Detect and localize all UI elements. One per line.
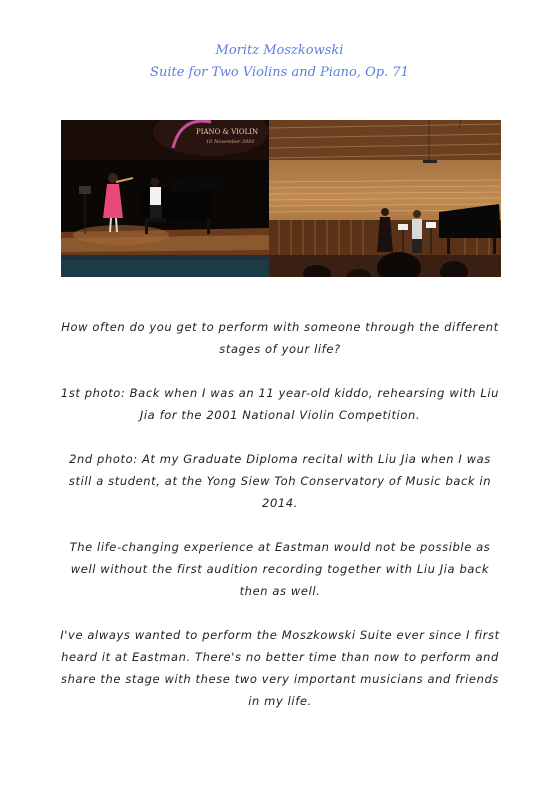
- piece-title: Suite for Two Violins and Piano, Op. 71: [150, 65, 409, 80]
- photo-competition: [61, 120, 269, 277]
- body-text: [60, 316, 500, 712]
- photo-strip: [61, 120, 501, 277]
- paragraph-intro: How often do you get to perform with someone through the different stages of your life?: [61, 320, 499, 356]
- paragraph-photo2: 2nd photo: At my Graduate Diploma recital with Liu Jia when I was still a student, at the Yong Siew Toh Conservatory of Music back in 2014.: [68, 452, 492, 510]
- photo-recital: [269, 120, 501, 277]
- paragraph-suite: I've always wanted to perform the Moszkowski Suite ever since I first heard it at Eastman. There's no better time than now to perform and share the stage with these two very important musicians and friends in my life.: [60, 628, 500, 708]
- banner-date: 10 November 2001: [206, 139, 255, 145]
- paragraph-eastman: The life-changing experience at Eastman would not be possible as well without the first audition recording together with Liu Jia back then as well.: [69, 540, 491, 598]
- paragraph-photo1: 1st photo: Back when I was an 11 year-old kiddo, rehearsing with Liu Jia for the 2001 National Violin Competition.: [60, 386, 500, 422]
- composer-name: Moritz Moszkowski: [215, 43, 344, 58]
- banner-text: PIANO & VIOLIN: [196, 128, 259, 136]
- page-header: [0, 40, 559, 84]
